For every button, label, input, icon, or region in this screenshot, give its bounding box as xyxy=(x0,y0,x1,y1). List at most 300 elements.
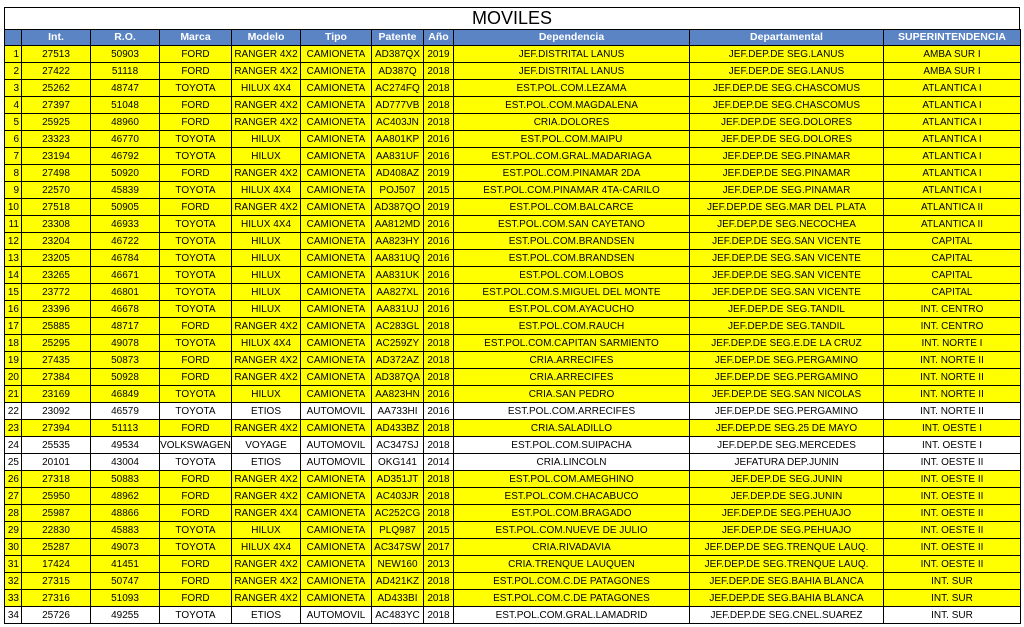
dependencia-cell[interactable]: EST.POL.COM.AMEGHINO xyxy=(454,471,690,488)
row-number-cell[interactable]: 25 xyxy=(5,454,22,471)
anio-cell[interactable]: 2016 xyxy=(424,403,454,420)
modelo-cell[interactable]: RANGER 4X2 xyxy=(232,114,301,131)
int-cell[interactable]: 27315 xyxy=(22,573,91,590)
departamental-cell[interactable]: JEF.DEP.DE SEG.PEHUAJO xyxy=(690,505,884,522)
marca-cell[interactable]: FORD xyxy=(160,97,232,114)
superintendencia-cell[interactable]: INT. OESTE II xyxy=(884,471,1021,488)
int-cell[interactable]: 23396 xyxy=(22,301,91,318)
row-number-cell[interactable]: 17 xyxy=(5,318,22,335)
dependencia-cell[interactable]: EST.POL.COM.C.DE PATAGONES xyxy=(454,590,690,607)
ro-cell[interactable]: 46801 xyxy=(91,284,160,301)
ro-cell[interactable]: 46678 xyxy=(91,301,160,318)
ro-cell[interactable]: 50883 xyxy=(91,471,160,488)
ro-cell[interactable]: 46722 xyxy=(91,233,160,250)
departamental-cell[interactable]: JEF.DEP.DE SEG.TRENQUE LAUQ. xyxy=(690,539,884,556)
superintendencia-cell[interactable]: INT. NORTE II xyxy=(884,369,1021,386)
anio-cell[interactable]: 2018 xyxy=(424,437,454,454)
anio-cell[interactable]: 2018 xyxy=(424,352,454,369)
ro-cell[interactable]: 50905 xyxy=(91,199,160,216)
departamental-cell[interactable]: JEF.DEP.DE SEG.MERCEDES xyxy=(690,437,884,454)
departamental-cell[interactable]: JEF.DEP.DE SEG.PEHUAJO xyxy=(690,522,884,539)
tipo-cell[interactable]: AUTOMOVIL xyxy=(301,403,372,420)
int-cell[interactable]: 23308 xyxy=(22,216,91,233)
row-number-cell[interactable]: 14 xyxy=(5,267,22,284)
modelo-cell[interactable]: RANGER 4X2 xyxy=(232,46,301,63)
tipo-cell[interactable]: CAMIONETA xyxy=(301,556,372,573)
modelo-cell[interactable]: HILUX xyxy=(232,148,301,165)
modelo-cell[interactable]: HILUX 4X4 xyxy=(232,335,301,352)
ro-cell[interactable]: 49073 xyxy=(91,539,160,556)
tipo-cell[interactable]: CAMIONETA xyxy=(301,471,372,488)
modelo-cell[interactable]: RANGER 4X2 xyxy=(232,352,301,369)
anio-cell[interactable]: 2013 xyxy=(424,556,454,573)
dependencia-cell[interactable]: CRIA.LINCOLN xyxy=(454,454,690,471)
superintendencia-cell[interactable]: INT. NORTE II xyxy=(884,352,1021,369)
superintendencia-cell[interactable]: CAPITAL xyxy=(884,284,1021,301)
superintendencia-cell[interactable]: INT. SUR xyxy=(884,607,1021,624)
marca-cell[interactable]: FORD xyxy=(160,46,232,63)
marca-cell[interactable]: FORD xyxy=(160,63,232,80)
modelo-cell[interactable]: RANGER 4X2 xyxy=(232,573,301,590)
int-cell[interactable]: 27498 xyxy=(22,165,91,182)
patente-cell[interactable]: AC483YC xyxy=(372,607,424,624)
marca-cell[interactable]: TOYOTA xyxy=(160,301,232,318)
departamental-cell[interactable]: JEF.DEP.DE SEG.SAN VICENTE xyxy=(690,233,884,250)
int-cell[interactable]: 23323 xyxy=(22,131,91,148)
marca-cell[interactable]: FORD xyxy=(160,573,232,590)
dependencia-cell[interactable]: EST.POL.COM.MAIPU xyxy=(454,131,690,148)
int-cell[interactable]: 27394 xyxy=(22,420,91,437)
tipo-cell[interactable]: CAMIONETA xyxy=(301,233,372,250)
dependencia-cell[interactable]: CRIA.RIVADAVIA xyxy=(454,539,690,556)
tipo-cell[interactable]: CAMIONETA xyxy=(301,267,372,284)
superintendencia-cell[interactable]: INT. OESTE I xyxy=(884,420,1021,437)
anio-cell[interactable]: 2016 xyxy=(424,148,454,165)
dependencia-cell[interactable]: EST.POL.COM.SAN CAYETANO xyxy=(454,216,690,233)
modelo-cell[interactable]: RANGER 4X2 xyxy=(232,420,301,437)
anio-cell[interactable]: 2017 xyxy=(424,539,454,556)
departamental-cell[interactable]: JEF.DEP.DE SEG.CHASCOMUS xyxy=(690,80,884,97)
modelo-cell[interactable]: HILUX xyxy=(232,522,301,539)
patente-cell[interactable]: AC347SJ xyxy=(372,437,424,454)
int-cell[interactable]: 25925 xyxy=(22,114,91,131)
dependencia-cell[interactable]: EST.POL.COM.BRANDSEN xyxy=(454,233,690,250)
int-cell[interactable]: 25950 xyxy=(22,488,91,505)
tipo-cell[interactable]: CAMIONETA xyxy=(301,199,372,216)
departamental-cell[interactable]: JEF.DEP.DE SEG.PINAMAR xyxy=(690,165,884,182)
int-cell[interactable]: 27435 xyxy=(22,352,91,369)
row-number-cell[interactable]: 34 xyxy=(5,607,22,624)
dependencia-cell[interactable]: EST.POL.COM.GRAL.MADARIAGA xyxy=(454,148,690,165)
anio-cell[interactable]: 2018 xyxy=(424,114,454,131)
modelo-cell[interactable]: ETIOS xyxy=(232,403,301,420)
modelo-cell[interactable]: RANGER 4X2 xyxy=(232,369,301,386)
ro-cell[interactable]: 46770 xyxy=(91,131,160,148)
superintendencia-cell[interactable]: AMBA SUR I xyxy=(884,63,1021,80)
dependencia-cell[interactable]: CRIA.SAN PEDRO xyxy=(454,386,690,403)
int-cell[interactable]: 23194 xyxy=(22,148,91,165)
anio-cell[interactable]: 2019 xyxy=(424,199,454,216)
int-cell[interactable]: 23092 xyxy=(22,403,91,420)
marca-cell[interactable]: TOYOTA xyxy=(160,386,232,403)
modelo-cell[interactable]: ETIOS xyxy=(232,607,301,624)
departamental-cell[interactable]: JEF.DEP.DE SEG.JUNIN xyxy=(690,471,884,488)
modelo-cell[interactable]: HILUX xyxy=(232,301,301,318)
marca-cell[interactable]: TOYOTA xyxy=(160,148,232,165)
departamental-cell[interactable]: JEF.DEP.DE SEG.DOLORES xyxy=(690,114,884,131)
ro-cell[interactable]: 50920 xyxy=(91,165,160,182)
modelo-cell[interactable]: RANGER 4X2 xyxy=(232,318,301,335)
superintendencia-cell[interactable]: ATLANTICA I xyxy=(884,97,1021,114)
ro-cell[interactable]: 46671 xyxy=(91,267,160,284)
anio-cell[interactable]: 2015 xyxy=(424,522,454,539)
anio-cell[interactable]: 2016 xyxy=(424,284,454,301)
superintendencia-cell[interactable]: INT. OESTE II xyxy=(884,488,1021,505)
int-cell[interactable]: 27316 xyxy=(22,590,91,607)
row-number-cell[interactable]: 10 xyxy=(5,199,22,216)
dependencia-cell[interactable]: EST.POL.COM.S.MIGUEL DEL MONTE xyxy=(454,284,690,301)
departamental-cell[interactable]: JEFATURA DEP.JUNIN xyxy=(690,454,884,471)
anio-cell[interactable]: 2018 xyxy=(424,63,454,80)
superintendencia-cell[interactable]: INT. NORTE II xyxy=(884,386,1021,403)
modelo-cell[interactable]: HILUX 4X4 xyxy=(232,182,301,199)
tipo-cell[interactable]: CAMIONETA xyxy=(301,216,372,233)
departamental-cell[interactable]: JEF.DEP.DE SEG.BAHIA BLANCA xyxy=(690,573,884,590)
departamental-cell[interactable]: JEF.DEP.DE SEG.SAN VICENTE xyxy=(690,250,884,267)
superintendencia-cell[interactable]: ATLANTICA I xyxy=(884,80,1021,97)
anio-cell[interactable]: 2015 xyxy=(424,182,454,199)
modelo-cell[interactable]: RANGER 4X2 xyxy=(232,199,301,216)
ro-cell[interactable]: 48960 xyxy=(91,114,160,131)
departamental-cell[interactable]: JEF.DEP.DE SEG.PERGAMINO xyxy=(690,369,884,386)
int-cell[interactable]: 25726 xyxy=(22,607,91,624)
tipo-cell[interactable]: CAMIONETA xyxy=(301,352,372,369)
int-cell[interactable]: 22830 xyxy=(22,522,91,539)
int-cell[interactable]: 27318 xyxy=(22,471,91,488)
modelo-cell[interactable]: HILUX xyxy=(232,233,301,250)
anio-cell[interactable]: 2018 xyxy=(424,335,454,352)
anio-cell[interactable]: 2018 xyxy=(424,505,454,522)
modelo-cell[interactable]: RANGER 4X2 xyxy=(232,488,301,505)
int-cell[interactable]: 17424 xyxy=(22,556,91,573)
ro-cell[interactable]: 50928 xyxy=(91,369,160,386)
marca-cell[interactable]: FORD xyxy=(160,369,232,386)
modelo-cell[interactable]: VOYAGE xyxy=(232,437,301,454)
patente-cell[interactable]: AA831UQ xyxy=(372,250,424,267)
row-number-cell[interactable]: 6 xyxy=(5,131,22,148)
modelo-cell[interactable]: RANGER 4X2 xyxy=(232,97,301,114)
header-departamental[interactable]: Departamental xyxy=(690,30,884,46)
dependencia-cell[interactable]: EST.POL.COM.CHACABUCO xyxy=(454,488,690,505)
departamental-cell[interactable]: JEF.DEP.DE SEG.CNEL.SUAREZ xyxy=(690,607,884,624)
patente-cell[interactable]: OKG141 xyxy=(372,454,424,471)
row-number-cell[interactable]: 30 xyxy=(5,539,22,556)
int-cell[interactable]: 25535 xyxy=(22,437,91,454)
superintendencia-cell[interactable]: INT. NORTE II xyxy=(884,403,1021,420)
dependencia-cell[interactable]: EST.POL.COM.ARRECIFES xyxy=(454,403,690,420)
departamental-cell[interactable]: JEF.DEP.DE SEG.TANDIL xyxy=(690,318,884,335)
header-ro[interactable]: R.O. xyxy=(91,30,160,46)
int-cell[interactable]: 23204 xyxy=(22,233,91,250)
anio-cell[interactable]: 2018 xyxy=(424,607,454,624)
int-cell[interactable]: 27384 xyxy=(22,369,91,386)
marca-cell[interactable]: TOYOTA xyxy=(160,607,232,624)
departamental-cell[interactable]: JEF.DEP.DE SEG.CHASCOMUS xyxy=(690,97,884,114)
anio-cell[interactable]: 2018 xyxy=(424,420,454,437)
patente-cell[interactable]: AD421KZ xyxy=(372,573,424,590)
modelo-cell[interactable]: RANGER 4X4 xyxy=(232,505,301,522)
superintendencia-cell[interactable]: INT. SUR xyxy=(884,573,1021,590)
dependencia-cell[interactable]: EST.POL.COM.BALCARCE xyxy=(454,199,690,216)
anio-cell[interactable]: 2019 xyxy=(424,46,454,63)
tipo-cell[interactable]: CAMIONETA xyxy=(301,182,372,199)
ro-cell[interactable]: 45839 xyxy=(91,182,160,199)
patente-cell[interactable]: AD433BZ xyxy=(372,420,424,437)
modelo-cell[interactable]: RANGER 4X2 xyxy=(232,63,301,80)
dependencia-cell[interactable]: EST.POL.COM.RAUCH xyxy=(454,318,690,335)
marca-cell[interactable]: FORD xyxy=(160,488,232,505)
marca-cell[interactable]: TOYOTA xyxy=(160,233,232,250)
row-number-cell[interactable]: 18 xyxy=(5,335,22,352)
dependencia-cell[interactable]: EST.POL.COM.AYACUCHO xyxy=(454,301,690,318)
ro-cell[interactable]: 43004 xyxy=(91,454,160,471)
modelo-cell[interactable]: RANGER 4X2 xyxy=(232,590,301,607)
departamental-cell[interactable]: JEF.DEP.DE SEG.TRENQUE LAUQ. xyxy=(690,556,884,573)
patente-cell[interactable]: AA823HY xyxy=(372,233,424,250)
tipo-cell[interactable]: CAMIONETA xyxy=(301,522,372,539)
anio-cell[interactable]: 2019 xyxy=(424,165,454,182)
tipo-cell[interactable]: CAMIONETA xyxy=(301,284,372,301)
tipo-cell[interactable]: CAMIONETA xyxy=(301,131,372,148)
patente-cell[interactable]: AD777VB xyxy=(372,97,424,114)
modelo-cell[interactable]: HILUX xyxy=(232,284,301,301)
superintendencia-cell[interactable]: ATLANTICA II xyxy=(884,216,1021,233)
tipo-cell[interactable]: AUTOMOVIL xyxy=(301,607,372,624)
ro-cell[interactable]: 50873 xyxy=(91,352,160,369)
row-number-cell[interactable]: 19 xyxy=(5,352,22,369)
row-number-cell[interactable]: 11 xyxy=(5,216,22,233)
patente-cell[interactable]: AC347SW xyxy=(372,539,424,556)
superintendencia-cell[interactable]: AMBA SUR I xyxy=(884,46,1021,63)
tipo-cell[interactable]: CAMIONETA xyxy=(301,505,372,522)
modelo-cell[interactable]: HILUX xyxy=(232,250,301,267)
superintendencia-cell[interactable]: INT. OESTE II xyxy=(884,539,1021,556)
row-number-cell[interactable]: 2 xyxy=(5,63,22,80)
tipo-cell[interactable]: AUTOMOVIL xyxy=(301,454,372,471)
superintendencia-cell[interactable]: CAPITAL xyxy=(884,233,1021,250)
departamental-cell[interactable]: JEF.DEP.DE SEG.E.DE LA CRUZ xyxy=(690,335,884,352)
patente-cell[interactable]: AC283GL xyxy=(372,318,424,335)
int-cell[interactable]: 25885 xyxy=(22,318,91,335)
header-patente[interactable]: Patente xyxy=(372,30,424,46)
row-number-cell[interactable]: 28 xyxy=(5,505,22,522)
modelo-cell[interactable]: ETIOS xyxy=(232,454,301,471)
row-number-cell[interactable]: 15 xyxy=(5,284,22,301)
dependencia-cell[interactable]: EST.POL.COM.BRANDSEN xyxy=(454,250,690,267)
modelo-cell[interactable]: HILUX xyxy=(232,267,301,284)
anio-cell[interactable]: 2018 xyxy=(424,471,454,488)
ro-cell[interactable]: 49078 xyxy=(91,335,160,352)
int-cell[interactable]: 20101 xyxy=(22,454,91,471)
departamental-cell[interactable]: JEF.DEP.DE SEG.JUNIN xyxy=(690,488,884,505)
row-number-cell[interactable]: 5 xyxy=(5,114,22,131)
anio-cell[interactable]: 2016 xyxy=(424,301,454,318)
modelo-cell[interactable]: HILUX xyxy=(232,386,301,403)
anio-cell[interactable]: 2016 xyxy=(424,131,454,148)
header-int[interactable]: Int. xyxy=(22,30,91,46)
departamental-cell[interactable]: JEF.DEP.DE SEG.TANDIL xyxy=(690,301,884,318)
header-marca[interactable]: Marca xyxy=(160,30,232,46)
row-number-cell[interactable]: 23 xyxy=(5,420,22,437)
departamental-cell[interactable]: JEF.DEP.DE SEG.SAN VICENTE xyxy=(690,267,884,284)
dependencia-cell[interactable]: EST.POL.COM.MAGDALENA xyxy=(454,97,690,114)
row-number-cell[interactable]: 26 xyxy=(5,471,22,488)
superintendencia-cell[interactable]: ATLANTICA I xyxy=(884,182,1021,199)
superintendencia-cell[interactable]: INT. OESTE II xyxy=(884,454,1021,471)
patente-cell[interactable]: AD387Q xyxy=(372,63,424,80)
row-number-cell[interactable]: 9 xyxy=(5,182,22,199)
row-number-cell[interactable]: 1 xyxy=(5,46,22,63)
int-cell[interactable]: 23205 xyxy=(22,250,91,267)
ro-cell[interactable]: 49534 xyxy=(91,437,160,454)
header-dependencia[interactable]: Dependencia xyxy=(454,30,690,46)
ro-cell[interactable]: 48717 xyxy=(91,318,160,335)
departamental-cell[interactable]: JEF.DEP.DE SEG.PINAMAR xyxy=(690,182,884,199)
superintendencia-cell[interactable]: INT. OESTE II xyxy=(884,522,1021,539)
tipo-cell[interactable]: CAMIONETA xyxy=(301,386,372,403)
row-number-cell[interactable]: 29 xyxy=(5,522,22,539)
marca-cell[interactable]: FORD xyxy=(160,471,232,488)
dependencia-cell[interactable]: EST.POL.COM.PINAMAR 2DA xyxy=(454,165,690,182)
patente-cell[interactable]: AA831UK xyxy=(372,267,424,284)
int-cell[interactable]: 23169 xyxy=(22,386,91,403)
ro-cell[interactable]: 48962 xyxy=(91,488,160,505)
tipo-cell[interactable]: CAMIONETA xyxy=(301,335,372,352)
marca-cell[interactable]: TOYOTA xyxy=(160,403,232,420)
marca-cell[interactable]: FORD xyxy=(160,590,232,607)
patente-cell[interactable]: AD433BI xyxy=(372,590,424,607)
superintendencia-cell[interactable]: INT. OESTE II xyxy=(884,505,1021,522)
patente-cell[interactable]: AD387QX xyxy=(372,46,424,63)
tipo-cell[interactable]: CAMIONETA xyxy=(301,590,372,607)
departamental-cell[interactable]: JEF.DEP.DE SEG.SAN VICENTE xyxy=(690,284,884,301)
tipo-cell[interactable]: CAMIONETA xyxy=(301,46,372,63)
int-cell[interactable]: 23772 xyxy=(22,284,91,301)
patente-cell[interactable]: AD351JT xyxy=(372,471,424,488)
patente-cell[interactable]: AC403JR xyxy=(372,488,424,505)
modelo-cell[interactable]: RANGER 4X2 xyxy=(232,165,301,182)
marca-cell[interactable]: FORD xyxy=(160,114,232,131)
marca-cell[interactable]: TOYOTA xyxy=(160,454,232,471)
row-number-cell[interactable]: 31 xyxy=(5,556,22,573)
departamental-cell[interactable]: JEF.DEP.DE SEG.PERGAMINO xyxy=(690,403,884,420)
marca-cell[interactable]: FORD xyxy=(160,199,232,216)
patente-cell[interactable]: AD387QA xyxy=(372,369,424,386)
departamental-cell[interactable]: JEF.DEP.DE SEG.MAR DEL PLATA xyxy=(690,199,884,216)
patente-cell[interactable]: AC403JN xyxy=(372,114,424,131)
tipo-cell[interactable]: CAMIONETA xyxy=(301,63,372,80)
marca-cell[interactable]: FORD xyxy=(160,165,232,182)
int-cell[interactable]: 25295 xyxy=(22,335,91,352)
int-cell[interactable]: 25262 xyxy=(22,80,91,97)
row-number-cell[interactable]: 22 xyxy=(5,403,22,420)
header-modelo[interactable]: Modelo xyxy=(232,30,301,46)
patente-cell[interactable]: AD387QO xyxy=(372,199,424,216)
departamental-cell[interactable]: JEF.DEP.DE SEG.PINAMAR xyxy=(690,148,884,165)
marca-cell[interactable]: TOYOTA xyxy=(160,335,232,352)
row-number-cell[interactable]: 13 xyxy=(5,250,22,267)
anio-cell[interactable]: 2018 xyxy=(424,573,454,590)
modelo-cell[interactable]: RANGER 4X2 xyxy=(232,556,301,573)
ro-cell[interactable]: 49255 xyxy=(91,607,160,624)
dependencia-cell[interactable]: CRIA.ARRECIFES xyxy=(454,352,690,369)
patente-cell[interactable]: AA812MD xyxy=(372,216,424,233)
int-cell[interactable]: 27422 xyxy=(22,63,91,80)
superintendencia-cell[interactable]: INT. OESTE II xyxy=(884,556,1021,573)
patente-cell[interactable]: AA831UJ xyxy=(372,301,424,318)
ro-cell[interactable]: 48866 xyxy=(91,505,160,522)
tipo-cell[interactable]: CAMIONETA xyxy=(301,539,372,556)
patente-cell[interactable]: NEW160 xyxy=(372,556,424,573)
dependencia-cell[interactable]: JEF.DISTRITAL LANUS xyxy=(454,46,690,63)
patente-cell[interactable]: AA823HN xyxy=(372,386,424,403)
superintendencia-cell[interactable]: ATLANTICA II xyxy=(884,199,1021,216)
patente-cell[interactable]: AA827XL xyxy=(372,284,424,301)
anio-cell[interactable]: 2018 xyxy=(424,80,454,97)
patente-cell[interactable]: AD372AZ xyxy=(372,352,424,369)
header-anio[interactable]: Año xyxy=(424,30,454,46)
departamental-cell[interactable]: JEF.DEP.DE SEG.LANUS xyxy=(690,46,884,63)
tipo-cell[interactable]: CAMIONETA xyxy=(301,80,372,97)
row-number-cell[interactable]: 27 xyxy=(5,488,22,505)
tipo-cell[interactable]: CAMIONETA xyxy=(301,318,372,335)
marca-cell[interactable]: TOYOTA xyxy=(160,216,232,233)
anio-cell[interactable]: 2016 xyxy=(424,233,454,250)
dependencia-cell[interactable]: CRIA.TRENQUE LAUQUEN xyxy=(454,556,690,573)
dependencia-cell[interactable]: EST.POL.COM.LOBOS xyxy=(454,267,690,284)
row-number-cell[interactable]: 3 xyxy=(5,80,22,97)
int-cell[interactable]: 27397 xyxy=(22,97,91,114)
ro-cell[interactable]: 46784 xyxy=(91,250,160,267)
tipo-cell[interactable]: CAMIONETA xyxy=(301,573,372,590)
int-cell[interactable]: 25287 xyxy=(22,539,91,556)
marca-cell[interactable]: FORD xyxy=(160,352,232,369)
ro-cell[interactable]: 46849 xyxy=(91,386,160,403)
tipo-cell[interactable]: CAMIONETA xyxy=(301,165,372,182)
int-cell[interactable]: 23265 xyxy=(22,267,91,284)
dependencia-cell[interactable]: CRIA.DOLORES xyxy=(454,114,690,131)
row-number-cell[interactable]: 24 xyxy=(5,437,22,454)
header-tipo[interactable]: Tipo xyxy=(301,30,372,46)
dependencia-cell[interactable]: JEF.DISTRITAL LANUS xyxy=(454,63,690,80)
anio-cell[interactable]: 2016 xyxy=(424,386,454,403)
modelo-cell[interactable]: HILUX 4X4 xyxy=(232,539,301,556)
ro-cell[interactable]: 46579 xyxy=(91,403,160,420)
ro-cell[interactable]: 45883 xyxy=(91,522,160,539)
dependencia-cell[interactable]: EST.POL.COM.SUIPACHA xyxy=(454,437,690,454)
patente-cell[interactable]: PLQ987 xyxy=(372,522,424,539)
row-number-cell[interactable]: 21 xyxy=(5,386,22,403)
ro-cell[interactable]: 51093 xyxy=(91,590,160,607)
anio-cell[interactable]: 2016 xyxy=(424,267,454,284)
row-number-cell[interactable]: 16 xyxy=(5,301,22,318)
patente-cell[interactable]: AD408AZ xyxy=(372,165,424,182)
marca-cell[interactable]: TOYOTA xyxy=(160,131,232,148)
row-number-cell[interactable]: 32 xyxy=(5,573,22,590)
superintendencia-cell[interactable]: CAPITAL xyxy=(884,250,1021,267)
ro-cell[interactable]: 51118 xyxy=(91,63,160,80)
header-superintendencia[interactable]: SUPERINTENDENCIA xyxy=(884,30,1021,46)
